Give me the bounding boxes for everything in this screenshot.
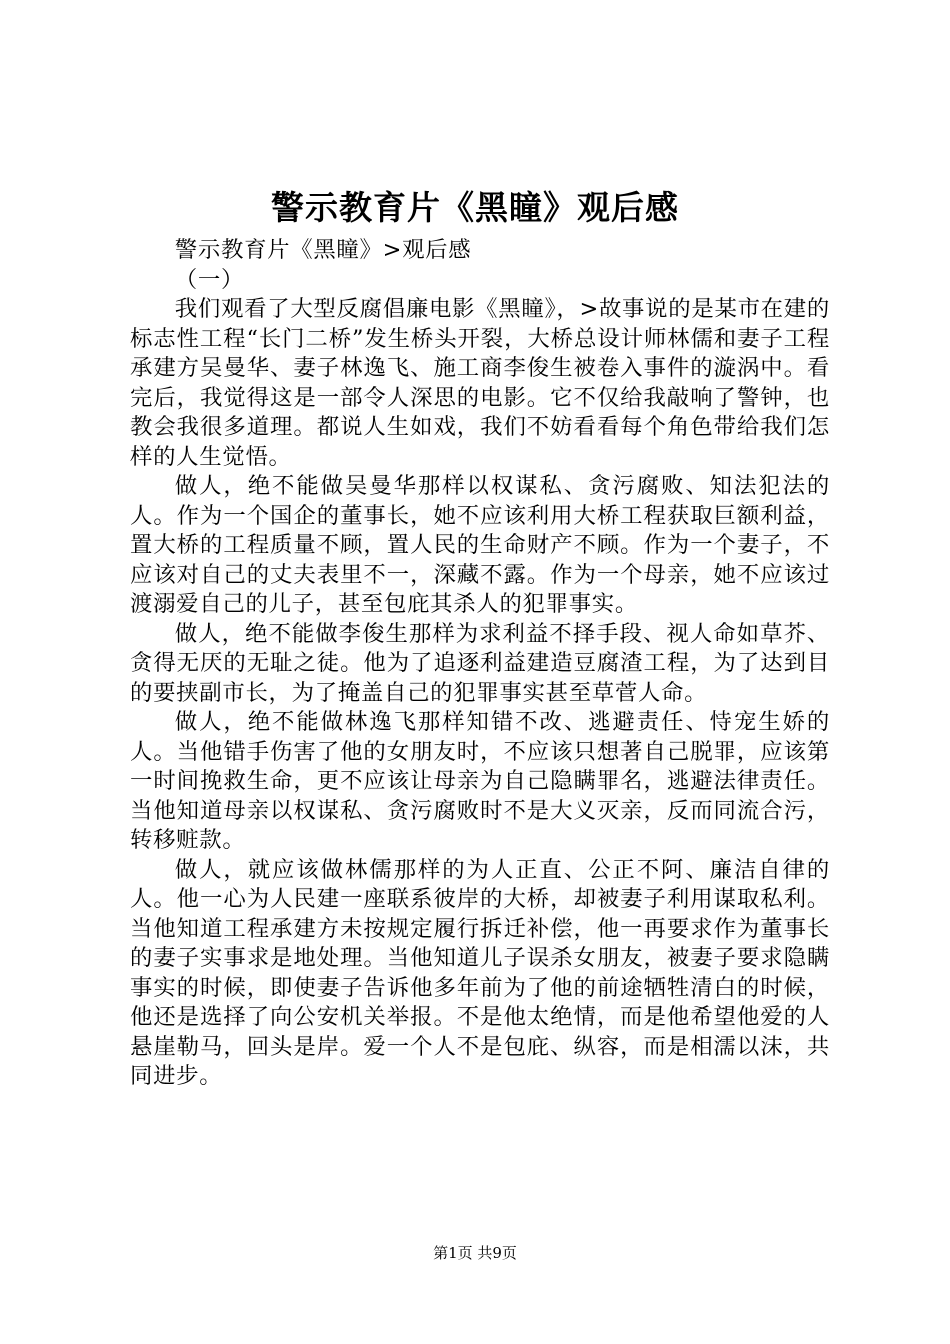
paragraph: 做人，就应该做林儒那样的为人正直、公正不阿、廉洁自律的人。他一心为人民建一座联系彼岸的大桥，却被妻子利用谋取私利。当他知道工程承建方未按规定履行拆迁补偿，他一再要求作为董事长的妻子实事求是地处理。当他知道儿子误杀女朋友，被妻子要求隐瞒事实的时候，即使妻子告诉他多年前为了他的前途牺牲清白的时候，他还是选择了向公安机关举报。不是他太绝情，而是他希望他爱的人悬崖勒马，回头是岸。爱一个人不是包庇、纵容，而是相濡以沫，共同进步。 [130, 856, 830, 1089]
section-marker: （一） [174, 266, 245, 293]
document-subtitle: 警示教育片《黑瞳》>观后感 [174, 237, 472, 263]
paragraph: 做人，绝不能做吴曼华那样以权谋私、贪污腐败、知法犯法的人。作为一个国企的董事长，她不应该利用大桥工程获取巨额利益，置大桥的工程质量不顾，置人民的生命财产不顾。作为一个妻子，不应该对自己的丈夫表里不一，深藏不露。作为一个母亲，她不应该过渡溺爱自己的儿子，甚至包庇其杀人的犯罪事实。 [130, 473, 830, 617]
paragraph: 我们观看了大型反腐倡廉电影《黑瞳》，>故事说的是某市在建的标志性工程“长门二桥”发生桥头开裂，大桥总设计师林儒和妻子工程承建方吴曼华、妻子林逸飞、施工商李俊生被卷入事件的漩涡中。看完后，我觉得这是一部令人深思的电影。它不仅给我敲响了警钟，也教会我很多道理。都说人生如戏，我们不妨看看每个角色带给我们怎样的人生觉悟。 [130, 296, 830, 470]
document-title: 警示教育片《黑瞳》观后感 [271, 188, 679, 227]
paragraph: 做人，绝不能做林逸飞那样知错不改、逃避责任、恃宠生娇的人。当他错手伤害了他的女朋友时，不应该只想著自己脱罪，应该第一时间挽救生命，更不应该让母亲为自己隐瞒罪名，逃避法律责任。当他知道母亲以权谋私、贪污腐败时不是大义灭亲，反而同流合污，转移赃款。 [130, 709, 830, 853]
page-footer: 第1页 共9页 [433, 1244, 517, 1262]
document-body [130, 236, 830, 1092]
paragraph: 做人，绝不能做李俊生那样为求利益不择手段、视人命如草芥、贪得无厌的无耻之徒。他为了追逐利益建造豆腐渣工程，为了达到目的要挟副市长，为了掩盖自己的犯罪事实甚至草菅人命。 [130, 620, 830, 706]
